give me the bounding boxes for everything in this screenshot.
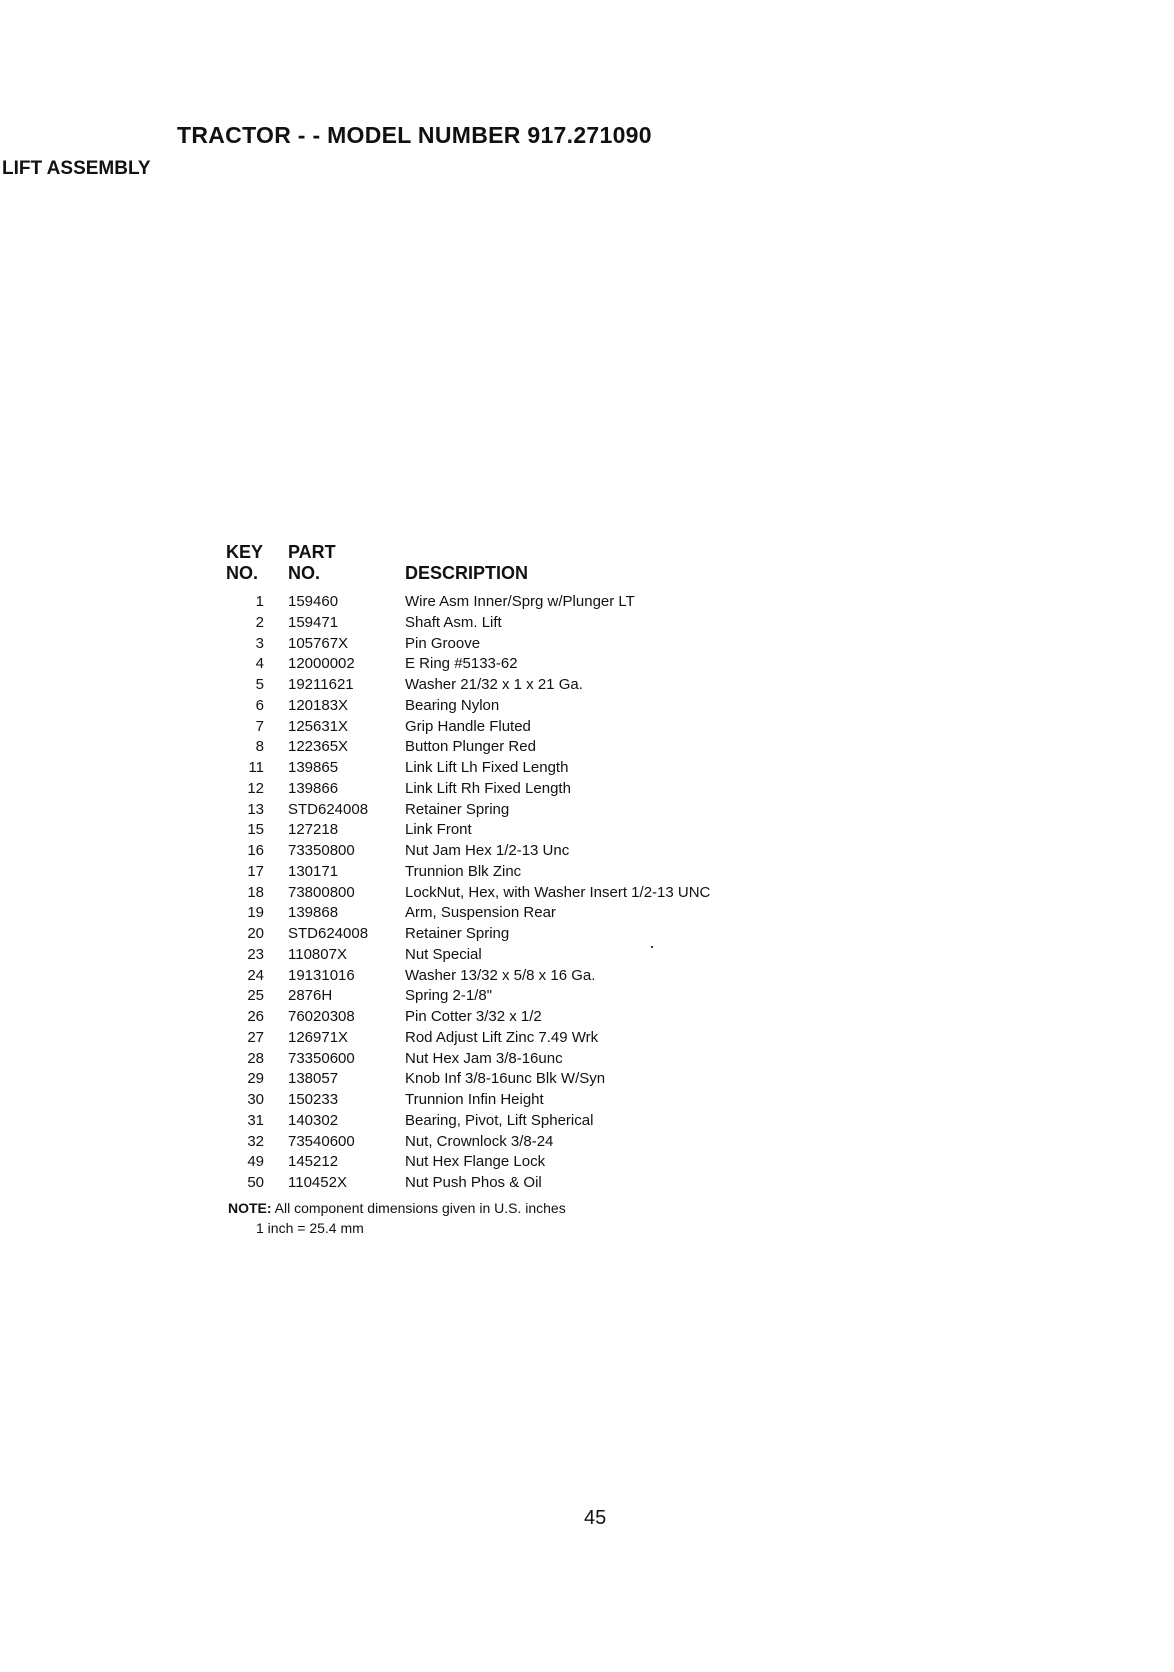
part-number: 73540600: [288, 1132, 355, 1150]
table-row: [222, 1173, 765, 1194]
page-number: 45: [584, 1507, 607, 1529]
part-description: Grip Handle Fluted: [405, 717, 531, 735]
table-row: [222, 862, 765, 883]
scan-speck: [651, 946, 653, 948]
part-description: Link Front: [405, 821, 472, 839]
table-row: [222, 1132, 765, 1153]
table-row: [222, 592, 765, 613]
table-row: [222, 924, 765, 945]
part-description: Nut Push Phos & Oil: [405, 1174, 542, 1191]
part-description: Nut Special: [405, 945, 482, 963]
key-number: 18: [247, 883, 264, 901]
desc-header-spacer: [405, 542, 765, 563]
table-row: [222, 1111, 765, 1132]
key-number: 7: [255, 717, 264, 735]
table-row: [222, 1090, 765, 1111]
key-number: 24: [247, 966, 264, 984]
part-number: 19211621: [288, 676, 354, 693]
part-description: Retainer Spring: [405, 925, 510, 942]
part-number: 138057: [288, 1070, 339, 1088]
part-number: 110452X: [288, 1174, 347, 1191]
key-number: 4: [255, 655, 264, 673]
parts-table-body: [222, 592, 765, 1194]
parts-table: [222, 542, 765, 1194]
table-row: [222, 779, 765, 800]
part-header-top: PART: [288, 542, 336, 562]
note-conversion: 1 inch = 25.4 mm: [256, 1220, 364, 1236]
key-number: 1: [255, 593, 264, 610]
part-number: 150233: [288, 1091, 339, 1108]
part-number: 73800800: [288, 883, 355, 901]
table-row: [222, 737, 765, 758]
part-description: Nut Hex Jam 3/8-16unc: [405, 1049, 563, 1067]
key-number: 6: [255, 696, 264, 714]
table-row: [222, 654, 765, 675]
description-header: DESCRIPTION: [405, 563, 529, 583]
key-number: 17: [247, 862, 264, 880]
part-number: STD624008: [288, 925, 369, 942]
part-description: Bearing, Pivot, Lift Spherical: [405, 1111, 594, 1129]
table-header-row: [222, 563, 765, 592]
part-number: 12000002: [288, 655, 355, 673]
table-row: [222, 903, 765, 924]
key-number: 16: [247, 842, 264, 859]
table-row: [222, 945, 765, 966]
part-number: 139866: [288, 779, 339, 797]
part-description: Trunnion Blk Zinc: [405, 862, 522, 880]
part-description: Nut Hex Flange Lock: [405, 1153, 546, 1171]
part-number: 19131016: [288, 966, 355, 984]
table-header-row: [222, 542, 765, 563]
part-description: Nut, Crownlock 3/8-24: [405, 1132, 554, 1150]
key-number: 23: [247, 945, 264, 963]
part-number: 120183X: [288, 696, 349, 714]
key-number: 28: [247, 1049, 264, 1067]
table-row: [222, 966, 765, 987]
note-text: All component dimensions given in U.S. inches: [271, 1200, 566, 1216]
part-number: 73350600: [288, 1049, 355, 1067]
table-row: [222, 883, 765, 904]
key-number: 5: [255, 676, 264, 693]
part-description: Pin Groove: [405, 634, 481, 652]
key-number: 2: [255, 613, 264, 631]
part-number: 105767X: [288, 634, 349, 652]
part-description: Shaft Asm. Lift: [405, 613, 502, 631]
table-row: [222, 717, 765, 738]
part-number: 145212: [288, 1153, 339, 1171]
key-number: 30: [247, 1091, 264, 1108]
part-description: Button Plunger Red: [405, 738, 536, 756]
key-number: 25: [247, 987, 264, 1005]
part-description: Washer 13/32 x 5/8 x 16 Ga.: [405, 966, 596, 984]
key-number: 8: [255, 738, 264, 756]
key-number: 20: [247, 925, 264, 942]
table-row: [222, 820, 765, 841]
part-number: 122365X: [288, 738, 349, 756]
part-number: 127218: [288, 821, 339, 839]
table-row: [222, 1069, 765, 1090]
part-description: Wire Asm Inner/Sprg w/Plunger LT: [405, 593, 635, 610]
part-number: 73350800: [288, 842, 355, 859]
key-number: 11: [248, 759, 264, 776]
part-number: 140302: [288, 1111, 339, 1129]
key-number: 29: [247, 1070, 264, 1088]
part-description: Bearing Nylon: [405, 696, 500, 714]
part-description: Nut Jam Hex 1/2-13 Unc: [405, 842, 570, 859]
key-number: 50: [247, 1174, 264, 1191]
part-description: Spring 2-1/8": [405, 987, 493, 1005]
key-number: 12: [247, 779, 264, 797]
part-description: E Ring #5133-62: [405, 655, 518, 673]
part-description: Link Lift Rh Fixed Length: [405, 779, 571, 797]
part-description: Knob Inf 3/8-16unc Blk W/Syn: [405, 1070, 606, 1088]
part-description: Arm, Suspension Rear: [405, 904, 556, 922]
key-number: 3: [255, 634, 264, 652]
note-label: NOTE:: [228, 1200, 272, 1216]
part-number: 159471: [288, 613, 339, 631]
part-description: Link Lift Lh Fixed Length: [405, 759, 569, 776]
key-number: 15: [247, 821, 264, 839]
key-number: 31: [247, 1111, 264, 1129]
part-description: Washer 21/32 x 1 x 21 Ga.: [405, 676, 583, 693]
part-header-bottom: NO.: [288, 563, 321, 583]
part-number: 76020308: [288, 1008, 355, 1025]
key-header-top: KEY: [226, 542, 264, 562]
table-row: [222, 634, 765, 655]
part-description: LockNut, Hex, with Washer Insert 1/2-13 UNC: [405, 883, 711, 901]
table-row: [222, 800, 765, 821]
part-description: Rod Adjust Lift Zinc 7.49 Wrk: [405, 1028, 599, 1046]
table-row: [222, 841, 765, 862]
part-number: 130171: [288, 862, 339, 880]
part-number: STD624008: [288, 800, 369, 818]
key-number: 49: [247, 1153, 264, 1171]
table-row: [222, 675, 765, 696]
key-header-bottom: NO.: [226, 563, 259, 583]
table-row: [222, 613, 765, 634]
part-number: 139868: [288, 904, 339, 922]
note: [228, 1198, 566, 1238]
table-row: [222, 1028, 765, 1049]
part-number: 139865: [288, 759, 339, 776]
table-row: [222, 1049, 765, 1070]
part-number: 126971X: [288, 1028, 349, 1046]
part-number: 125631X: [288, 717, 349, 735]
key-number: 26: [247, 1008, 264, 1025]
part-number: 110807X: [288, 945, 347, 963]
part-description: Trunnion Infin Height: [405, 1091, 544, 1108]
table-row: [222, 696, 765, 717]
part-number: 2876H: [288, 987, 333, 1005]
table-row: [222, 986, 765, 1007]
part-number: 159460: [288, 593, 339, 610]
part-description: Pin Cotter 3/32 x 1/2: [405, 1008, 542, 1025]
page-title: TRACTOR - - MODEL NUMBER 917.271090: [177, 122, 652, 148]
part-description: Retainer Spring: [405, 800, 510, 818]
table-row: [222, 1007, 765, 1028]
key-number: 13: [247, 800, 264, 818]
table-row: [222, 758, 765, 779]
key-number: 27: [247, 1028, 264, 1046]
section-title: LIFT ASSEMBLY: [2, 158, 151, 179]
key-number: 19: [247, 904, 264, 922]
key-number: 32: [247, 1132, 264, 1150]
table-row: [222, 1152, 765, 1173]
